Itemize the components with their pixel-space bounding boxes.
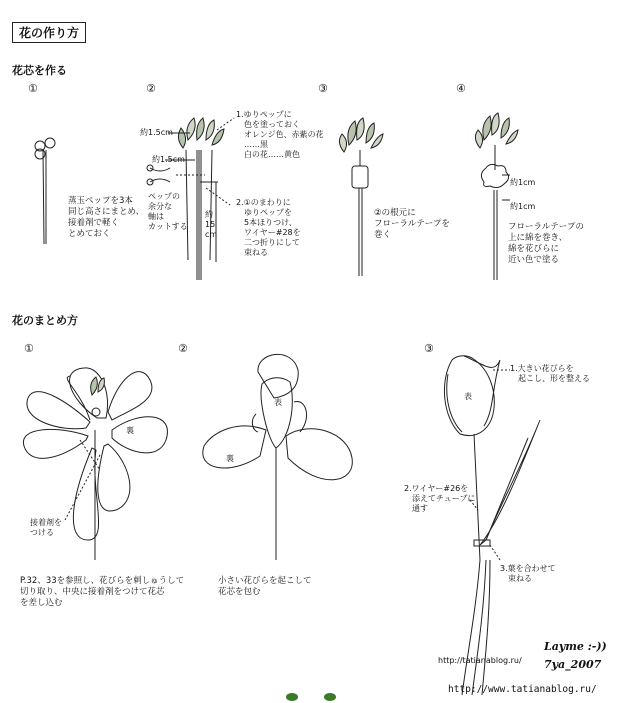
dimension-label: 約1.5cm — [152, 155, 185, 164]
signature-name: Layme :-)) — [544, 640, 607, 653]
dimension-label: 約1cm — [510, 202, 536, 211]
step-note: 1.大きい花びらを 起こし、形を整える — [510, 364, 590, 383]
step-note: 蒸玉ペップを3本 同じ高さにまとめ、 接着剤で軽く とめておく — [68, 196, 145, 239]
watermark-url: http://www.tatianablog.ru/ — [448, 684, 597, 695]
step-note: フローラルテープの 上に綿を巻き、 綿を花びらに 近い色で塗る — [508, 222, 584, 265]
step-note: P.32、33を参照し、花びらを刺しゅうして 切り取り、中央に接着剤をつけて花芯 を差し込む — [20, 576, 185, 608]
watermark-url: http://tatianablog.ru/ — [438, 656, 522, 665]
step-note: 接着剤を つける — [30, 518, 62, 537]
dimension-label: 約1.5cm — [140, 128, 173, 137]
step-number: ④ — [456, 82, 466, 95]
step-note: 2.ワイヤー#26を 添えてチューブに 通す — [404, 484, 476, 513]
step-number: ③ — [424, 342, 434, 355]
step-number: ② — [146, 82, 156, 95]
petal-front-label: 表 — [274, 398, 282, 407]
step-number: ① — [28, 82, 38, 95]
step-number: ① — [24, 342, 34, 355]
stamen-taped — [339, 118, 383, 276]
section-heading-assembly: 花のまとめ方 — [12, 314, 78, 327]
step-note: 小さい花びらを起こして 花芯を包む — [218, 576, 312, 597]
petal-back-label: 裏 — [126, 426, 134, 435]
step-note: 1.ゆりペップに 色を塗っておく オレンジ色、赤紫の花 ……黒 白の花……黄色 — [236, 110, 324, 159]
dimension-label: 約 15 cm — [205, 210, 218, 239]
decorative-eyes — [286, 693, 336, 701]
step-note: ②の根元に フローラルテープを 巻く — [374, 208, 450, 240]
section-heading-stamen: 花芯を作る — [12, 64, 67, 77]
step-note: 2.①のまわりに ゆりペップを 5本ほりつけ、 ワイヤー#28を 二つ折りにして 束ねる — [236, 198, 301, 257]
petal-front-label: 表 — [464, 392, 472, 401]
page-title: 花の作り方 — [12, 22, 86, 43]
dimension-label: 約1cm — [510, 178, 536, 187]
step-note: ペップの 余分な 軸は カットする — [148, 192, 188, 231]
petal-back-label: 裏 — [226, 454, 234, 463]
stamen-bundle — [35, 138, 55, 244]
step-note: 3.葉を合わせて 束ねる — [500, 564, 556, 583]
signature-date: 7ya_2007 — [544, 658, 602, 671]
step-number: ③ — [318, 82, 328, 95]
tulip — [444, 356, 540, 695]
step-number: ② — [178, 342, 188, 355]
